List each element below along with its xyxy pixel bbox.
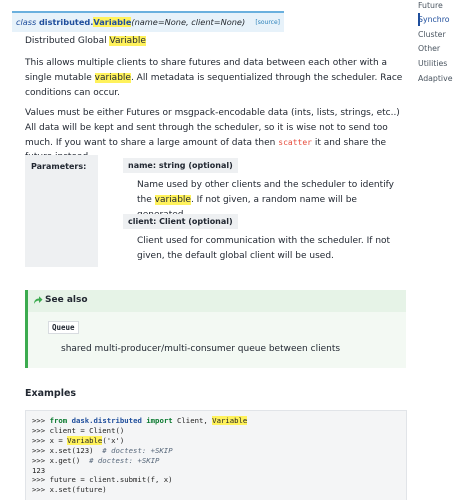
signature-name: Variable xyxy=(93,17,132,27)
param-client-description: Client used for communication with the scheduler. If not given, the default global client will be used. xyxy=(137,236,391,261)
toc-item-other[interactable]: Other xyxy=(418,44,441,53)
param-name-desc-highlight: variable xyxy=(154,194,191,205)
see-also-box xyxy=(25,290,406,368)
code-token: ('x') xyxy=(102,435,125,445)
code-line xyxy=(32,456,406,466)
toc-item-utilities[interactable]: Utilities xyxy=(418,59,448,68)
code-token: >>> x.set(future) xyxy=(32,485,107,495)
para2-text-b: it and share the xyxy=(314,137,387,148)
parameters-label: Parameters: xyxy=(25,155,98,267)
source-link[interactable]: [source] xyxy=(255,19,280,26)
toc-item-cluster[interactable]: Cluster xyxy=(418,30,446,39)
code-token: >>> client = Client() xyxy=(32,425,125,435)
description-paragraph-1 xyxy=(25,56,408,100)
code-token: from xyxy=(49,416,68,425)
parameters-field-list xyxy=(25,155,407,267)
code-token: Variable xyxy=(67,435,103,445)
summary-prefix: Distributed Global xyxy=(25,36,110,46)
examples-code-block xyxy=(25,410,407,500)
code-line xyxy=(32,466,406,476)
code-line xyxy=(32,416,406,426)
param-name-desc-a: Name used by other clients and the scheduler to identify the xyxy=(137,180,394,205)
summary-highlight: Variable xyxy=(109,36,146,46)
code-token: >>> x = xyxy=(32,435,68,445)
see-also-title: See also xyxy=(45,295,88,305)
para1-text-b: . All metadata is sequentialized through the scheduler. Race conditions can occur. xyxy=(25,72,403,98)
code-token: >>> x.set(123) xyxy=(32,445,103,455)
class-signature: class distributed.Variable(name=None, client=None) [source] xyxy=(12,11,284,32)
signature-keyword: class xyxy=(16,17,37,27)
param-client-name: client: Client (optional) xyxy=(123,214,238,229)
toc-item-adaptive[interactable]: Adaptive xyxy=(418,74,453,83)
para1-highlight: variable xyxy=(94,72,131,83)
code-token: Variable xyxy=(212,416,248,425)
queue-description: shared multi-producer/multi-consumer queue between clients xyxy=(61,344,341,354)
code-line xyxy=(32,436,406,446)
code-token: >>> x.get() xyxy=(32,455,90,465)
para1-text-a: This allows multiple clients to share futures and data between each other with a single mutable xyxy=(25,58,388,83)
code-token: # doctest: +SKIP xyxy=(89,455,160,465)
code-token: import xyxy=(146,416,173,425)
code-token: >>> future = client.submit(f, x) xyxy=(32,475,173,485)
summary-line xyxy=(25,34,408,49)
code-token: # doctest: +SKIP xyxy=(102,445,173,455)
code-token: Client, xyxy=(172,416,213,425)
para2-text-a: Values must be either Futures or msgpack-encodable data (ints, lists, strings, etc..) All data will be kept and sent through the scheduler, so it is wise not to send too much. If you want to share a large amount of data then xyxy=(25,108,400,148)
code-line xyxy=(32,485,406,495)
code-token: >>> xyxy=(32,416,50,425)
code-line xyxy=(32,446,406,456)
param-name-name: name: string (optional) xyxy=(123,158,238,173)
param-name-desc-b: . If not given, a random name will be xyxy=(190,194,357,205)
signature-params: name=None, client=None xyxy=(134,17,242,27)
code-token: 123 xyxy=(32,465,46,475)
toc-item-future[interactable]: Future xyxy=(418,1,443,10)
code-line xyxy=(32,426,406,436)
examples-heading: Examples xyxy=(25,388,77,399)
code-line xyxy=(32,475,406,485)
queue-link[interactable]: Queue xyxy=(48,321,79,334)
signature-module: distributed. xyxy=(38,17,94,27)
code-token: dask.distributed xyxy=(71,416,142,425)
share-arrow-icon xyxy=(33,295,43,305)
see-also-header xyxy=(28,290,406,312)
toc-item-synchro[interactable]: Synchro xyxy=(418,15,450,24)
scatter-code[interactable]: scatter xyxy=(278,137,312,147)
